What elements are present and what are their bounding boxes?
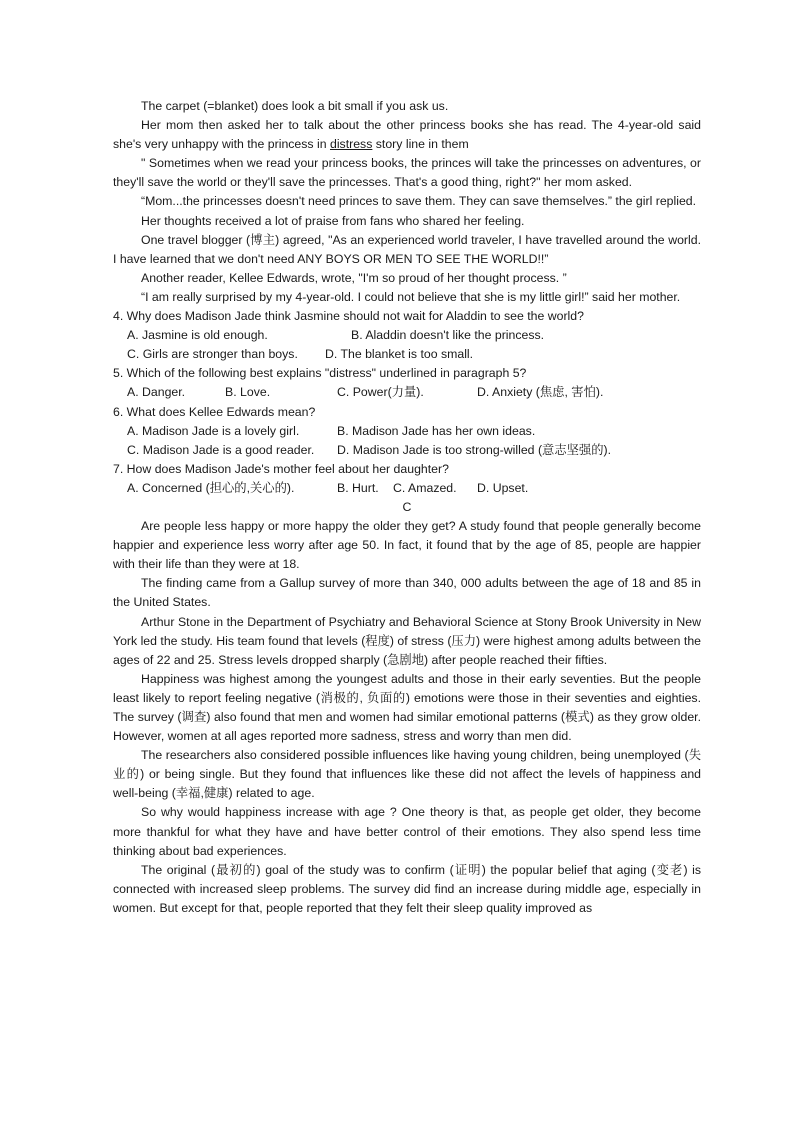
question-6-stem: 6. What does Kellee Edwards mean? — [113, 404, 316, 419]
passage-c-paragraph: So why would happiness increase with age ? One theory is that, as people get older, they become more thankful for what they have and have better control of their emotions. They also spend less time thinking about bad experiences. — [113, 805, 701, 858]
option-b: B. Hurt. — [337, 480, 379, 495]
passage-c-paragraph: Happiness was highest among the youngest adults and those in their early seventies. But the people least likely to report feeling negative (消极的, 负面的) emotions were those in their seventies and eighties. The survey (调查) also found that men and women had similar emotional patterns (模式) as they grow older. However, women at all ages reported more sadness, stress and worry than men did. — [113, 671, 701, 744]
question-7-options — [127, 479, 701, 498]
option-b: B. Love. — [225, 385, 271, 400]
option-a: A. Jasmine is old enough. — [127, 328, 268, 343]
underlined-word-distress: distress — [329, 137, 373, 152]
passage-b-paragraph: The carpet (=blanket) does look a bit small if you ask us. — [141, 99, 449, 113]
question-5-stem: 5. Which of the following best explains "distress" underlined in paragraph 5? — [113, 366, 527, 381]
question-4-options-row1 — [127, 326, 701, 345]
option-d: D. Upset. — [477, 480, 529, 495]
passage-b-paragraph: “I am really surprised by my 4-year-old. I could not believe that she is my little girl!” said her mother. — [141, 289, 681, 304]
option-d: D. Anxiety (焦虑, 害怕). — [477, 385, 604, 400]
option-b: B. Aladdin doesn't like the princess. — [351, 328, 545, 343]
passage-b-paragraph: “Mom...the princesses doesn't need princes to save them. They can save themselves.” the girl replied. — [141, 194, 697, 209]
question-4-stem: 4. Why does Madison Jade think Jasmine should not wait for Aladdin to see the world? — [113, 309, 584, 324]
option-a: A. Concerned (担心的,关心的). — [127, 480, 295, 495]
passage-c-heading: C — [402, 499, 412, 514]
question-6-options-row2 — [127, 441, 701, 460]
question-7-stem: 7. How does Madison Jade's mother feel about her daughter? — [113, 461, 449, 476]
passage-b-paragraph: One travel blogger (博主) agreed, "As an experienced world traveler, I have travelled around the world. I have learned that we don't need ANY BOYS OR MEN TO SEE THE WORLD!!” — [113, 232, 701, 266]
passage-c-paragraph: Arthur Stone in the Department of Psychiatry and Behavioral Science at Stony Brook University in New York led the study. His team found that levels (程度) of stress (压力) were highest among adults between the ages of 22 and 25. Stress levels dropped sharply (急剧地) after people reached their fifties. — [113, 614, 701, 667]
question-4-options-row2 — [127, 345, 701, 364]
option-b: B. Madison Jade has her own ideas. — [337, 423, 536, 438]
option-a: A. Danger. — [127, 385, 186, 400]
option-c: C. Amazed. — [393, 480, 457, 495]
passage-b-paragraph: Another reader, Kellee Edwards, wrote, "I'm so proud of her thought process. ” — [141, 270, 567, 285]
text-run: story line in them — [372, 137, 469, 152]
passage-c-paragraph: The finding came from a Gallup survey of more than 340, 000 adults between the age of 18 and 85 in the United States. — [113, 576, 701, 610]
passage-c-paragraph: Are people less happy or more happy the older they get? A study found that people generally become happier and experience less worry after age 50. In fact, it found that by the age of 85, people are happier with their life than they were at 18. — [113, 519, 701, 572]
option-d: D. Madison Jade is too strong-willed (意志坚强的). — [337, 442, 612, 457]
passage-c-paragraph: The researchers also considered possible influences like having young children, being unemployed (失业的) or being single. But they found that influences like these did not affect the levels of happiness and well-being (幸福,健康) related to age. — [113, 748, 701, 801]
question-6-options-row1 — [127, 422, 701, 441]
option-c: C. Madison Jade is a good reader. — [127, 442, 315, 457]
option-a: A. Madison Jade is a lovely girl. — [127, 423, 300, 438]
option-d: D. The blanket is too small. — [325, 347, 474, 362]
document-page — [113, 97, 701, 918]
option-c: C. Girls are stronger than boys. — [127, 347, 298, 362]
option-c: C. Power(力量). — [337, 385, 424, 400]
passage-b-paragraph: Her thoughts received a lot of praise from fans who shared her feeling. — [141, 213, 525, 228]
passage-b-paragraph — [113, 116, 701, 154]
text-run: Her mom then asked her to talk about the other princess books she has read. The 4-year-old said she's very unhappy with the princess in — [113, 118, 701, 152]
passage-b-paragraph: " Sometimes when we read your princess books, the princes will take the princesses on adventures, or they'll save the world or they'll save the princesses. That's a good thing, right?" her mom asked. — [113, 156, 701, 190]
question-5-options — [127, 383, 701, 402]
passage-c-paragraph: The original (最初的) goal of the study was to confirm (证明) the popular belief that aging (变老) is connected with increased sleep problems. The survey did find an increase during middle age, especially in women. But except for that, people reported that they felt their sleep quality improved as — [113, 862, 701, 915]
